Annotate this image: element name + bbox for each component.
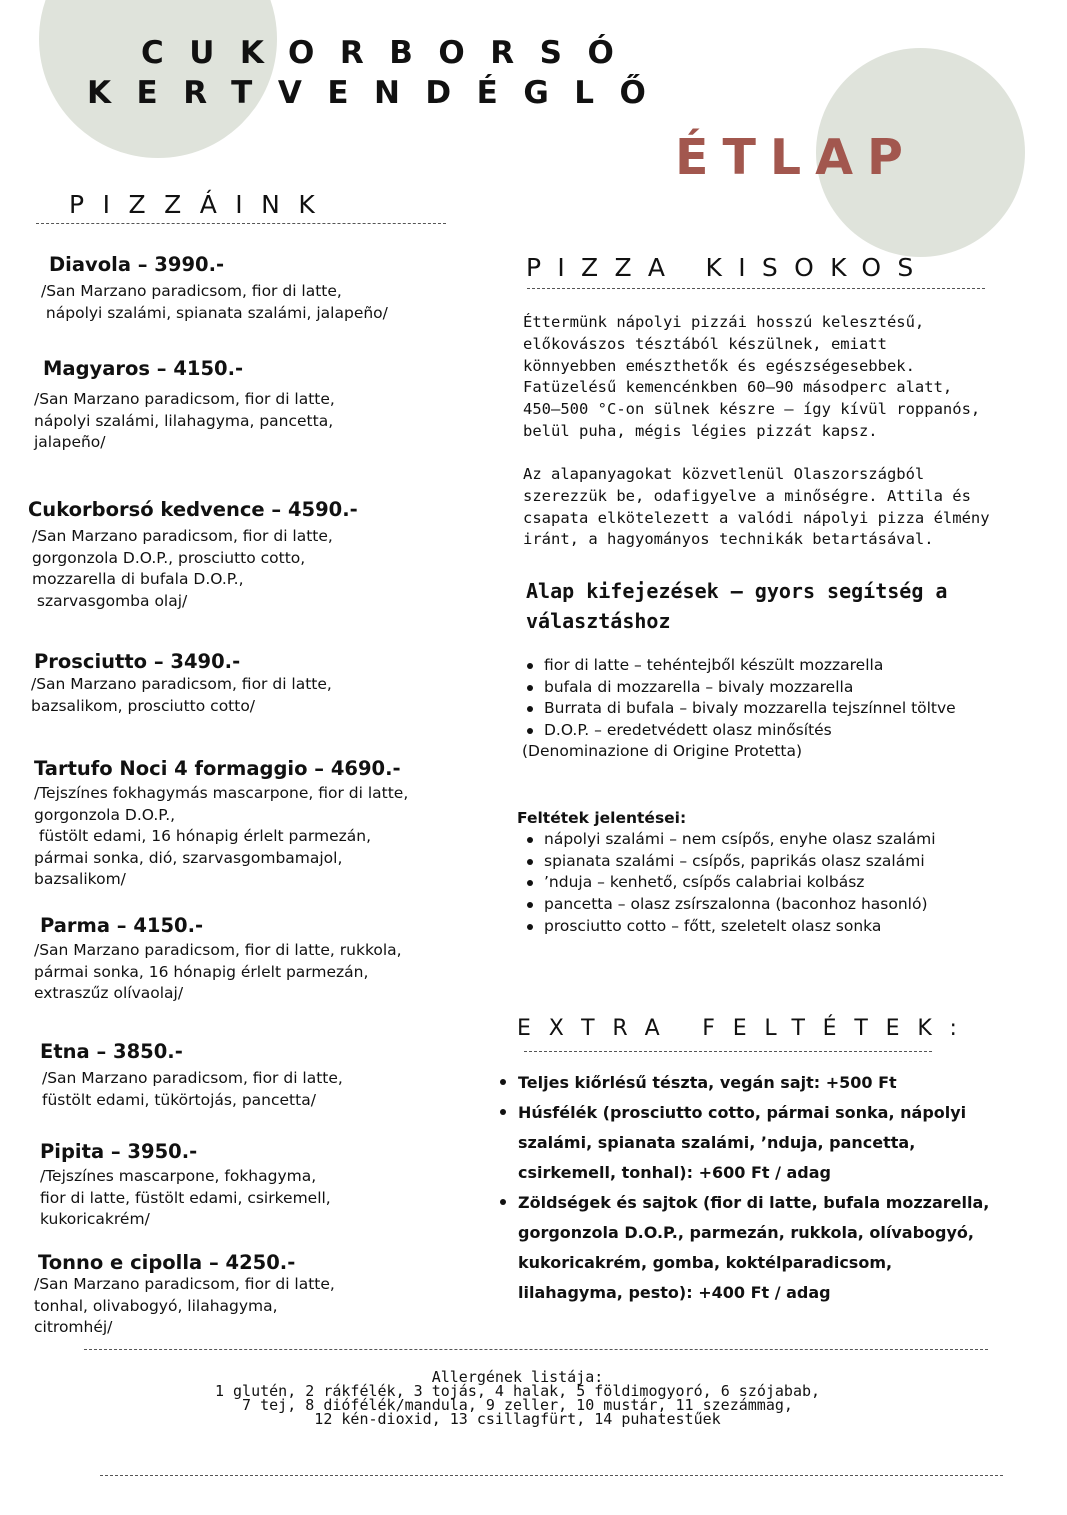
terms-list	[523, 655, 956, 742]
pizza-name: Diavola – 3990.-	[49, 253, 225, 276]
list-item: nápolyi szalámi – nem csípős, enyhe olasz szalámi	[523, 829, 936, 851]
pizza-ingredients: /San Marzano paradicsom, fior di latte, nápolyi szalámi, spianata szalámi, jalapeño/	[41, 282, 388, 322]
pizzas-divider	[36, 223, 446, 224]
toppings-heading: Feltétek jelentései:	[517, 809, 687, 827]
footer-divider-bottom	[100, 1475, 1003, 1476]
extras-divider	[524, 1051, 932, 1052]
list-item: bufala di mozzarella – bivaly mozzarella	[523, 677, 956, 699]
toppings-list	[523, 829, 936, 938]
pizza-name: Cukorborsó kedvence – 4590.-	[28, 498, 358, 521]
list-item: fior di latte – tehéntejből készült mozzarella	[523, 655, 956, 677]
pizza-ingredients: /Tejszínes fokhagymás mascarpone, fior di latte, gorgonzola D.O.P., füstölt edami, 16 hónapig érlelt parmezán, pármai sonka, dió, szarvasgombamajol, bazsalikom/	[34, 784, 409, 888]
pizza-ingredients: /San Marzano paradicsom, fior di latte, rukkola, pármai sonka, 16 hónapig érlelt parmezán, extraszűz olívaolaj/	[34, 941, 402, 1002]
pizza-ingredients: /San Marzano paradicsom, fior di latte, bazsalikom, prosciutto cotto/	[31, 675, 332, 715]
list-item: spianata szalámi – csípős, paprikás olasz szalámi	[523, 851, 936, 873]
list-item: Teljes kiőrlésű tészta, vegán sajt: +500 Ft	[496, 1068, 989, 1098]
menu-title: ÉTLAP	[675, 129, 917, 186]
restaurant-name-line1: CUKORBORSÓ	[141, 35, 640, 71]
pizza-ingredients: /San Marzano paradicsom, fior di latte, gorgonzola D.O.P., prosciutto cotto, mozzarella di bufala D.O.P., szarvasgomba olaj/	[32, 527, 333, 610]
pizza-name: Pipita – 3950.-	[40, 1140, 198, 1163]
pizza-ingredients: /San Marzano paradicsom, fior di latte, nápolyi szalámi, lilahagyma, pancetta, jalapeño/	[34, 390, 335, 451]
list-item: prosciutto cotto – főtt, szeletelt olasz sonka	[523, 916, 936, 938]
pizza-name: Magyaros – 4150.-	[43, 357, 244, 380]
list-item: ’nduja – kenhető, csípős calabriai kolbász	[523, 872, 936, 894]
pizzas-heading: PIZZÁINK	[69, 190, 334, 219]
list-item: Burrata di bufala – bivaly mozzarella tejszínnel töltve	[523, 698, 956, 720]
pizza-name: Etna – 3850.-	[40, 1040, 183, 1063]
list-item: D.O.P. – eredetvédett olasz minősítés	[523, 720, 956, 742]
intro-paragraph: Éttermünk nápolyi pizzái hosszú kelesztésű, előkovászos tésztából készülnek, emiatt könnyebben emészthetők és egészségesebbek. Fatüzelésű kemencénkben 60–90 másodperc alatt, 450–500 °C-on sülnek készre – így kívül roppanós, belül puha, mégis légies pizzát kapsz.	[523, 313, 981, 440]
pizza-name: Tartufo Noci 4 formaggio – 4690.-	[34, 757, 401, 780]
list-item: Húsfélék (prosciutto cotto, pármai sonka, nápolyi szalámi, spianata szalámi, ’nduja, pancetta, csirkemell, tonhal): +600 Ft / adag	[496, 1098, 989, 1188]
footer-divider-top	[84, 1349, 988, 1350]
sourcing-paragraph: Az alapanyagokat közvetlenül Olaszországból szerezzük be, odafigyelve a minőségre. Attila és csapata elkötelezett a valódi nápolyi pizza élmény iránt, a hagyományos technikák betartásával.	[523, 465, 990, 549]
terms-heading: Alap kifejezések – gyors segítség a választáshoz	[526, 579, 948, 633]
list-item: Zöldségek és sajtok (fior di latte, bufala mozzarella, gorgonzola D.O.P., parmezán, rukkola, olívabogyó, kukoricakrém, gomba, koktélparadicsom, lilahagyma, pesto): +400 Ft / adag	[496, 1188, 989, 1308]
pizza-name: Tonno e cipolla – 4250.-	[38, 1251, 296, 1274]
pizza-ingredients: /San Marzano paradicsom, fior di latte, tonhal, olivabogyó, lilahagyma, citromhéj/	[34, 1275, 335, 1336]
pizza-ingredients: /Tejszínes mascarpone, fokhagyma, fior di latte, füstölt edami, csirkemell, kukoricakrém/	[40, 1167, 331, 1228]
list-item: pancetta – olasz zsírszalonna (baconhoz hasonló)	[523, 894, 936, 916]
kisokos-divider	[527, 288, 985, 289]
pizza-name: Parma – 4150.-	[40, 914, 204, 937]
allergen-list: Allergének listája: 1 glutén, 2 rákfélék, 3 tojás, 4 halak, 5 földimogyoró, 6 szójabab, 7 tej, 8 diófélék/mandula, 9 zeller, 10 mustár, 11 szezámmag, 12 kén-dioxid, 13 csillagfürt, 14 puhatestűek	[214, 1368, 821, 1428]
pizza-name: Prosciutto – 3490.-	[34, 650, 241, 673]
extras-list	[496, 1068, 989, 1308]
pizza-ingredients: /San Marzano paradicsom, fior di latte, füstölt edami, tükörtojás, pancetta/	[42, 1069, 343, 1109]
kisokos-heading: PIZZA KISOKOS	[526, 253, 930, 282]
extras-heading: EXTRA FELTÉTEK:	[517, 1016, 975, 1041]
dop-note: (Denominazione di Origine Protetta)	[522, 742, 803, 760]
restaurant-name-line2: KERTVENDÉGLŐ	[87, 75, 672, 111]
